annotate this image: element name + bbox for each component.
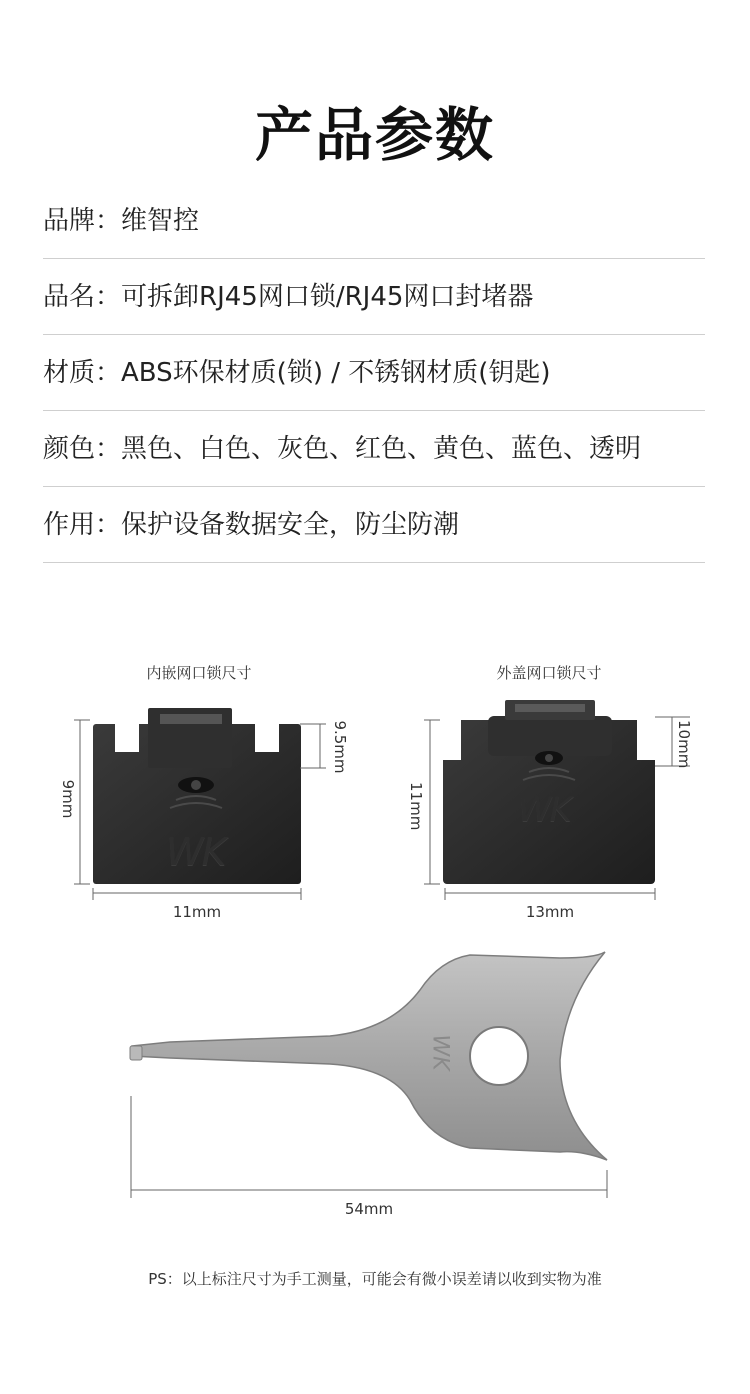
inner-lock-logo: WK	[166, 830, 225, 874]
outer-lock-height-label: 11mm	[407, 782, 425, 831]
inner-lock-width-label: 11mm	[172, 903, 222, 921]
key-illustration	[130, 952, 607, 1160]
spec-value: 可拆卸RJ45网口锁/RJ45网口封堵器	[121, 282, 534, 312]
spec-label: 品牌：	[43, 206, 122, 236]
page-title: 产品参数	[254, 101, 495, 169]
inner-lock-caption: 内嵌网口锁尺寸	[146, 664, 252, 682]
spec-value: 黑色、白色、灰色、红色、黄色、蓝色、透明	[121, 434, 642, 464]
outer-lock-logo: WK	[518, 790, 570, 830]
spec-label: 作用：	[43, 510, 122, 540]
spec-value: 维智控	[121, 206, 200, 236]
outer-lock-caption: 外盖网口锁尺寸	[496, 664, 602, 682]
spec-value: ABS环保材质(锁) / 不锈钢材质(钥匙)	[121, 358, 551, 388]
outer-lock-width-label: 13mm	[525, 903, 575, 921]
spec-label: 材质：	[43, 358, 122, 388]
measurement-note: PS：以上标注尺寸为手工测量，可能会有微小误差请以收到实物为准	[148, 1270, 602, 1288]
spec-label: 颜色：	[43, 434, 122, 464]
spec-label: 品名：	[43, 282, 122, 312]
spec-value: 保护设备数据安全，防尘防潮	[121, 510, 460, 540]
outer-lock-tab-label: 10mm	[675, 720, 693, 769]
key-length-label: 54mm	[344, 1200, 394, 1218]
inner-lock-height-label: 9mm	[59, 779, 77, 819]
inner-lock-tab-label: 9.5mm	[331, 720, 349, 774]
key-logo: WK	[427, 1034, 453, 1071]
